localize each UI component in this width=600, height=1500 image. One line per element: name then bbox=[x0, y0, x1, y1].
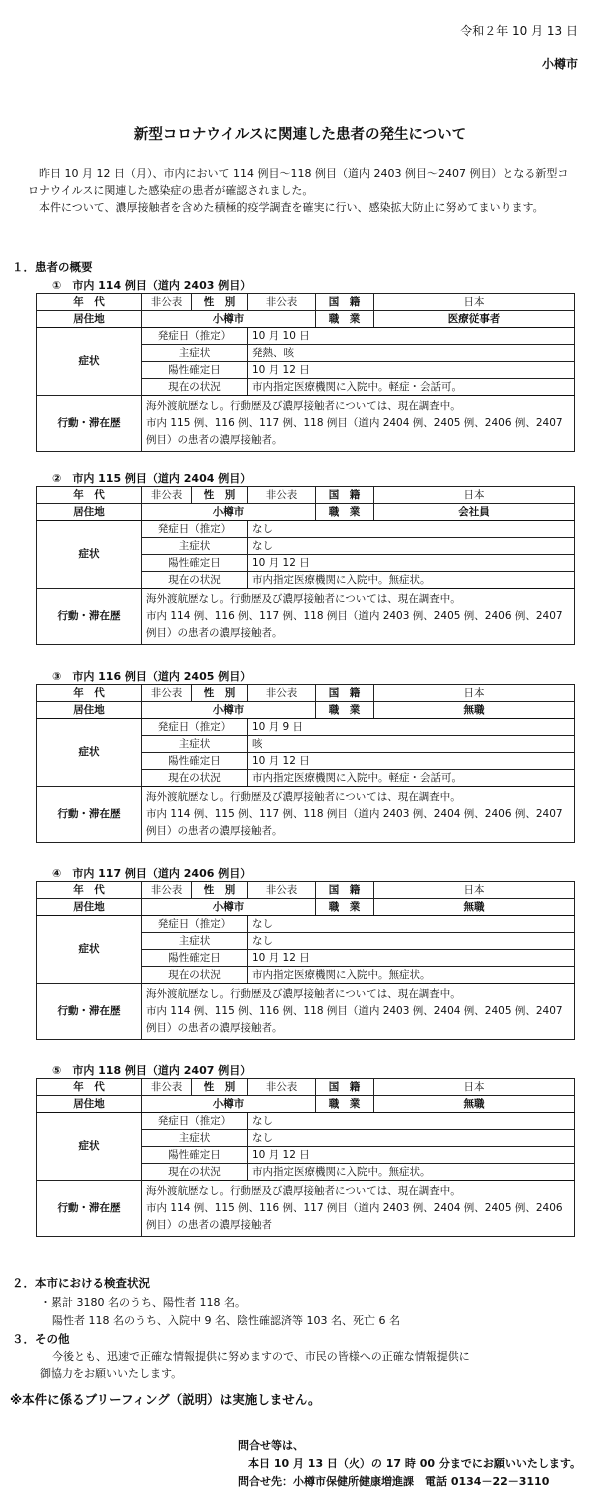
nationality-label: 国 籍 bbox=[316, 882, 374, 899]
activity-cell bbox=[142, 589, 575, 645]
main-symptom-value: なし bbox=[248, 538, 575, 555]
activity-label: 行動・滞在歴 bbox=[37, 396, 142, 452]
activity-line-1: 海外渡航歴なし。行動歴及び濃厚接触者については、現在調査中。 bbox=[146, 593, 461, 605]
onset-value: 10 月 10 日 bbox=[248, 328, 575, 345]
activity-label: 行動・滞在歴 bbox=[37, 787, 142, 843]
sex-value: 非公表 bbox=[248, 685, 316, 702]
contact-line-2: 本日 10 月 13 日（火）の 17 時 00 分までにお願いいたします。 bbox=[248, 1457, 581, 1470]
residence-value: 小樽市 bbox=[142, 311, 316, 328]
main-symptom-label: 主症状 bbox=[142, 933, 248, 950]
activity-line-1: 海外渡航歴なし。行動歴及び濃厚接触者については、現在調査中。 bbox=[146, 400, 461, 412]
onset-value: 10 月 9 日 bbox=[248, 719, 575, 736]
residence-value: 小樽市 bbox=[142, 1096, 316, 1113]
symptoms-label: 症状 bbox=[37, 1113, 142, 1181]
section-2-heading: ２．本市における検査状況 bbox=[12, 1276, 150, 1290]
positive-date-label: 陽性確定日 bbox=[142, 950, 248, 967]
main-symptom-label: 主症状 bbox=[142, 1130, 248, 1147]
status-value: 市内指定医療機関に入院中。無症状。 bbox=[248, 1164, 575, 1181]
issuer-city: 小樽市 bbox=[541, 57, 578, 71]
section-1-heading: １．患者の概要 bbox=[12, 260, 93, 274]
activity-line-2: 市内 114 例、116 例、117 例、118 例目（道内 2403 例、2405 例、2406 例、2407 例目）の患者の濃厚接触者。 bbox=[146, 610, 563, 639]
case-table bbox=[36, 293, 575, 452]
nationality-value: 日本 bbox=[374, 487, 575, 504]
onset-label: 発症日（推定） bbox=[142, 328, 248, 345]
occupation-value: 医療従事者 bbox=[374, 311, 575, 328]
status-label: 現在の状況 bbox=[142, 572, 248, 589]
document-title: 新型コロナウイルスに関連した患者の発生について bbox=[133, 127, 467, 143]
main-symptom-value: 発熱、咳 bbox=[248, 345, 575, 362]
case-heading: ① 市内 114 例目（道内 2403 例目） bbox=[52, 279, 252, 292]
nationality-value: 日本 bbox=[374, 1079, 575, 1096]
occupation-value: 無職 bbox=[374, 1096, 575, 1113]
onset-label: 発症日（推定） bbox=[142, 521, 248, 538]
nationality-label: 国 籍 bbox=[316, 1079, 374, 1096]
test-status-line-1: ・累計 3180 名のうち、陽性者 118 名。 bbox=[40, 1296, 246, 1309]
status-label: 現在の状況 bbox=[142, 379, 248, 396]
other-line-2: 御協力をお願いいたします。 bbox=[40, 1367, 183, 1380]
age-value: 非公表 bbox=[142, 487, 192, 504]
onset-label: 発症日（推定） bbox=[142, 719, 248, 736]
activity-label: 行動・滞在歴 bbox=[37, 589, 142, 645]
main-symptom-label: 主症状 bbox=[142, 538, 248, 555]
onset-label: 発症日（推定） bbox=[142, 916, 248, 933]
positive-date-value: 10 月 12 日 bbox=[248, 753, 575, 770]
activity-cell bbox=[142, 1181, 575, 1237]
age-value: 非公表 bbox=[142, 685, 192, 702]
age-label: 年 代 bbox=[37, 294, 142, 311]
sex-value: 非公表 bbox=[248, 1079, 316, 1096]
occupation-value: 会社員 bbox=[374, 504, 575, 521]
occupation-label: 職 業 bbox=[316, 899, 374, 916]
status-value: 市内指定医療機関に入院中。軽症・会話可。 bbox=[248, 770, 575, 787]
status-value: 市内指定医療機関に入院中。無症状。 bbox=[248, 967, 575, 984]
onset-value: なし bbox=[248, 521, 575, 538]
main-symptom-value: なし bbox=[248, 933, 575, 950]
positive-date-label: 陽性確定日 bbox=[142, 555, 248, 572]
sex-value: 非公表 bbox=[248, 882, 316, 899]
residence-label: 居住地 bbox=[37, 1096, 142, 1113]
case-heading: ④ 市内 117 例目（道内 2406 例目） bbox=[52, 867, 252, 880]
status-label: 現在の状況 bbox=[142, 770, 248, 787]
nationality-value: 日本 bbox=[374, 882, 575, 899]
activity-line-1: 海外渡航歴なし。行動歴及び濃厚接触者については、現在調査中。 bbox=[146, 988, 461, 1000]
symptoms-label: 症状 bbox=[37, 521, 142, 589]
age-value: 非公表 bbox=[142, 1079, 192, 1096]
status-value: 市内指定医療機関に入院中。無症状。 bbox=[248, 572, 575, 589]
nationality-label: 国 籍 bbox=[316, 294, 374, 311]
occupation-label: 職 業 bbox=[316, 311, 374, 328]
intro-paragraph-1: 昨日 10 月 12 日（月）、市内において 114 例目～118 例目（道内 2403 例目～2407 例目）となる新型コロナウイルスに関連した感染症の患者が確認されました。 bbox=[28, 167, 569, 197]
section-3-heading: ３．その他 bbox=[12, 1332, 70, 1346]
positive-date-label: 陽性確定日 bbox=[142, 753, 248, 770]
sex-label: 性 別 bbox=[192, 487, 248, 504]
case-heading: ③ 市内 116 例目（道内 2405 例目） bbox=[52, 670, 252, 683]
briefing-note: ※本件に係るブリーフィング（説明）は実施しません。 bbox=[10, 1392, 321, 1407]
nationality-value: 日本 bbox=[374, 685, 575, 702]
positive-date-value: 10 月 12 日 bbox=[248, 950, 575, 967]
activity-line-2: 市内 115 例、116 例、117 例、118 例目（道内 2404 例、2405 例、2406 例、2407 例目）の患者の濃厚接触者。 bbox=[146, 417, 563, 446]
sex-value: 非公表 bbox=[248, 294, 316, 311]
positive-date-label: 陽性確定日 bbox=[142, 1147, 248, 1164]
sex-label: 性 別 bbox=[192, 294, 248, 311]
age-label: 年 代 bbox=[37, 882, 142, 899]
onset-value: なし bbox=[248, 916, 575, 933]
residence-label: 居住地 bbox=[37, 702, 142, 719]
occupation-value: 無職 bbox=[374, 899, 575, 916]
case-table bbox=[36, 684, 575, 843]
activity-line-2: 市内 114 例、115 例、116 例、118 例目（道内 2403 例、2404 例、2405 例、2407 例目）の患者の濃厚接触者。 bbox=[146, 1005, 563, 1034]
symptoms-label: 症状 bbox=[37, 328, 142, 396]
onset-value: なし bbox=[248, 1113, 575, 1130]
occupation-label: 職 業 bbox=[316, 1096, 374, 1113]
age-label: 年 代 bbox=[37, 487, 142, 504]
sex-label: 性 別 bbox=[192, 882, 248, 899]
activity-label: 行動・滞在歴 bbox=[37, 1181, 142, 1237]
sex-label: 性 別 bbox=[192, 685, 248, 702]
symptoms-label: 症状 bbox=[37, 916, 142, 984]
other-line-1: 今後とも、迅速で正確な情報提供に努めますので、市民の皆様への正確な情報提供に bbox=[52, 1350, 470, 1363]
main-symptom-value: 咳 bbox=[248, 736, 575, 753]
test-status-line-2: 陽性者 118 名のうち、入院中 9 名、陰性確認済等 103 名、死亡 6 名 bbox=[52, 1314, 400, 1327]
activity-line-2: 市内 114 例、115 例、116 例、117 例目（道内 2403 例、2404 例、2405 例、2406 例目）の患者の濃厚接触者 bbox=[146, 1202, 563, 1231]
occupation-label: 職 業 bbox=[316, 504, 374, 521]
activity-cell bbox=[142, 396, 575, 452]
case-table bbox=[36, 1078, 575, 1237]
main-symptom-label: 主症状 bbox=[142, 736, 248, 753]
positive-date-value: 10 月 12 日 bbox=[248, 555, 575, 572]
case-table bbox=[36, 881, 575, 1040]
sex-value: 非公表 bbox=[248, 487, 316, 504]
age-value: 非公表 bbox=[142, 882, 192, 899]
activity-line-1: 海外渡航歴なし。行動歴及び濃厚接触者については、現在調査中。 bbox=[146, 791, 461, 803]
nationality-label: 国 籍 bbox=[316, 487, 374, 504]
onset-label: 発症日（推定） bbox=[142, 1113, 248, 1130]
sex-label: 性 別 bbox=[192, 1079, 248, 1096]
nationality-label: 国 籍 bbox=[316, 685, 374, 702]
occupation-value: 無職 bbox=[374, 702, 575, 719]
main-symptom-label: 主症状 bbox=[142, 345, 248, 362]
residence-value: 小樽市 bbox=[142, 702, 316, 719]
positive-date-label: 陽性確定日 bbox=[142, 362, 248, 379]
residence-label: 居住地 bbox=[37, 504, 142, 521]
age-value: 非公表 bbox=[142, 294, 192, 311]
status-value: 市内指定医療機関に入院中。軽症・会話可。 bbox=[248, 379, 575, 396]
activity-line-2: 市内 114 例、115 例、117 例、118 例目（道内 2403 例、2404 例、2406 例、2407 例目）の患者の濃厚接触者。 bbox=[146, 808, 563, 837]
contact-line-3: 問合せ先：小樽市保健所健康増進課 電話 0134－22－3110 bbox=[238, 1475, 550, 1488]
positive-date-value: 10 月 12 日 bbox=[248, 362, 575, 379]
intro-paragraph-2: 本件について、濃厚接触者を含めた積極的疫学調査を確実に行い、感染拡大防止に努めてまいります。 bbox=[39, 201, 544, 214]
residence-value: 小樽市 bbox=[142, 504, 316, 521]
residence-label: 居住地 bbox=[37, 899, 142, 916]
residence-label: 居住地 bbox=[37, 311, 142, 328]
main-symptom-value: なし bbox=[248, 1130, 575, 1147]
case-heading: ⑤ 市内 118 例目（道内 2407 例目） bbox=[52, 1064, 252, 1077]
activity-cell bbox=[142, 787, 575, 843]
symptoms-label: 症状 bbox=[37, 719, 142, 787]
intro-text bbox=[28, 165, 578, 216]
contact-line-1: 問合せ等は、 bbox=[238, 1439, 304, 1452]
activity-label: 行動・滞在歴 bbox=[37, 984, 142, 1040]
age-label: 年 代 bbox=[37, 1079, 142, 1096]
case-heading: ② 市内 115 例目（道内 2404 例目） bbox=[52, 472, 252, 485]
document-date: 令和２年 10 月 13 日 bbox=[460, 24, 578, 38]
nationality-value: 日本 bbox=[374, 294, 575, 311]
case-table bbox=[36, 486, 575, 645]
age-label: 年 代 bbox=[37, 685, 142, 702]
positive-date-value: 10 月 12 日 bbox=[248, 1147, 575, 1164]
activity-cell bbox=[142, 984, 575, 1040]
residence-value: 小樽市 bbox=[142, 899, 316, 916]
status-label: 現在の状況 bbox=[142, 967, 248, 984]
status-label: 現在の状況 bbox=[142, 1164, 248, 1181]
occupation-label: 職 業 bbox=[316, 702, 374, 719]
activity-line-1: 海外渡航歴なし。行動歴及び濃厚接触者については、現在調査中。 bbox=[146, 1185, 461, 1197]
